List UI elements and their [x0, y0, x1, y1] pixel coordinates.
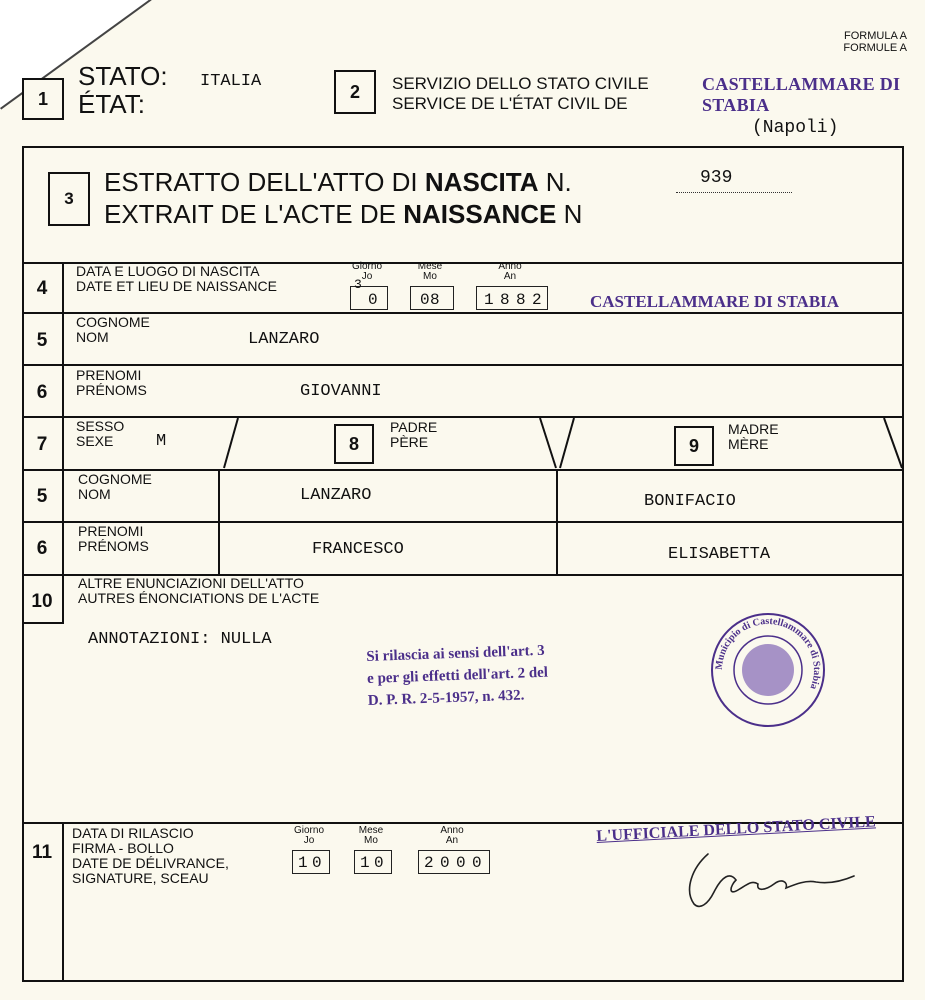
birth-year-digit: 1 [484, 291, 494, 309]
given-name-label [76, 368, 147, 398]
parents-column-line [218, 469, 220, 574]
sex-row-slants [0, 416, 925, 470]
birth-day-digit: 3 [354, 277, 362, 292]
month-header-it: Mese [417, 261, 443, 272]
release-label [72, 826, 229, 886]
mother-given-value: ELISABETTA [668, 545, 771, 564]
title-line-it [104, 166, 582, 198]
release-month-digit: 0 [374, 854, 384, 872]
document-title [104, 166, 582, 230]
title-it-text: ESTRATTO DELL'ATTO DI [104, 167, 418, 197]
release-day-digit: 0 [312, 854, 322, 872]
surname-label-fr: NOM [76, 329, 109, 345]
box-number-1: 1 [22, 78, 64, 120]
municipal-seal-icon [706, 608, 830, 732]
birth-label-fr: DATE ET LIEU DE NAISSANCE [76, 278, 277, 294]
day-header-it: Giorno [351, 261, 382, 272]
state-label [78, 62, 168, 118]
given-name-label-fr: PRÉNOMS [76, 382, 147, 398]
other-statements-label [78, 576, 319, 606]
seal-text: Municipio di Castellammare di Stabia [713, 615, 823, 691]
release-label-1: DATA DI RILASCIO [72, 825, 194, 841]
box-number-8: 8 [334, 424, 374, 464]
release-day-header-it: Giorno [293, 825, 324, 836]
title-fr-bold: NAISSANCE [403, 199, 557, 229]
release-month-digit: 1 [360, 854, 370, 872]
box-number-3: 3 [48, 172, 90, 226]
parents-surname-label-it: COGNOME [78, 471, 152, 487]
legal-notice-line-1: Si rilascia ai sensi dell'art. 3 [366, 642, 545, 665]
other-statements-label-fr: AUTRES ÉNONCIATIONS DE L'ACTE [78, 590, 320, 606]
release-year-digit: 0 [456, 854, 466, 872]
release-label-3: DATE DE DÉLIVRANCE, [72, 855, 229, 871]
row-number-4: 4 [36, 278, 48, 299]
other-statements-label-it: ALTRE ENUNCIAZIONI DELL'ATTO [78, 575, 304, 591]
parents-surname-label-fr: NOM [78, 486, 111, 502]
birth-year-header [490, 262, 530, 282]
birth-month-header [412, 262, 448, 282]
sex-label-it: SESSO [76, 418, 125, 434]
sex-label-fr: SEXE [76, 433, 114, 449]
parents-given-label [78, 524, 149, 554]
row-number-7: 7 [36, 434, 48, 455]
row-number-5-parents: 5 [36, 486, 48, 507]
grid-line [22, 312, 904, 314]
act-number: 939 [700, 168, 733, 188]
civil-officer-stamp: L'UFFICIALE DELLO STATO CIVILE [596, 813, 877, 845]
birth-place-stamp: CASTELLAMMARE DI STABIA [590, 292, 840, 311]
mother-surname-value: BONIFACIO [644, 492, 736, 511]
month-header-fr: Mo [423, 271, 437, 282]
service-label-fr: SERVICE DE L'ÉTAT CIVIL DE [392, 94, 628, 113]
release-year-digit: 2 [424, 854, 434, 872]
parents-column-line [556, 469, 558, 574]
release-label-2: FIRMA - BOLLO [72, 840, 174, 856]
birth-month-digit: 0 [420, 291, 430, 309]
release-month-header [352, 826, 390, 846]
release-year-digit: 0 [440, 854, 450, 872]
birth-year-digit: 8 [516, 291, 526, 309]
state-value: ITALIA [200, 72, 262, 91]
birth-label-it: DATA E LUOGO DI NASCITA [76, 263, 260, 279]
title-fr-number-label: N [563, 199, 583, 229]
birth-label [76, 264, 277, 294]
municipality-stamp: CASTELLAMMARE DI STABIA [702, 74, 901, 115]
release-day-header-fr: Jo [303, 835, 315, 846]
row-number-11: 11 [31, 842, 53, 863]
parents-surname-label [78, 472, 152, 502]
release-year-header-it: Anno [440, 825, 464, 836]
parents-given-label-it: PRENOMI [78, 523, 144, 539]
grid-line [22, 521, 904, 523]
row-number-10: 10 [31, 591, 53, 612]
row-number-6: 6 [36, 382, 48, 403]
birth-year-digit: 2 [532, 291, 542, 309]
father-label-fr: PÈRE [390, 434, 429, 450]
father-given-value: FRANCESCO [312, 540, 404, 559]
province-value: (Napoli) [752, 118, 839, 138]
father-label [390, 420, 437, 450]
officer-signature-icon [678, 846, 878, 916]
box-number-2: 2 [334, 70, 376, 114]
title-it-bold: NASCITA [424, 167, 539, 197]
birth-year-digit: 8 [500, 291, 510, 309]
row-number-5: 5 [36, 330, 48, 351]
legal-notice-line-2: e per gli effetti dell'art. 2 del [366, 664, 549, 687]
annotations-value: ANNOTAZIONI: NULLA [88, 630, 272, 649]
birth-month-digit: 8 [430, 291, 440, 309]
day-header-fr: Jo [361, 271, 373, 282]
number-box-bottom [22, 622, 64, 624]
service-label [392, 74, 649, 114]
mother-label-it: MADRE [728, 421, 779, 437]
title-fr-text: EXTRAIT DE L'ACTE DE [104, 199, 396, 229]
surname-label [76, 315, 150, 345]
state-label-fr: ÉTAT: [78, 89, 145, 119]
state-label-it: STATO: [78, 61, 168, 91]
formula-label [843, 30, 907, 54]
legal-notice-line-3: D. P. R. 2-5-1957, n. 432. [367, 687, 525, 709]
release-label-4: SIGNATURE, SCEAU [72, 870, 209, 886]
release-day-digit: 1 [298, 854, 308, 872]
parents-given-label-fr: PRÉNOMS [78, 538, 149, 554]
father-label-it: PADRE [390, 419, 438, 435]
mother-label [728, 422, 779, 452]
year-header-it: Anno [498, 261, 522, 272]
title-it-number-label: N. [545, 167, 572, 197]
sex-value: M [156, 432, 167, 451]
surname-value: LANZARO [248, 330, 320, 349]
mother-label-fr: MÈRE [728, 436, 769, 452]
release-day-header [290, 826, 328, 846]
release-month-header-fr: Mo [364, 835, 378, 846]
act-number-dotted-line [676, 192, 792, 193]
birth-day-digit: 0 [368, 291, 378, 309]
year-header-fr: An [503, 271, 517, 282]
formula-fr: FORMULE A [843, 42, 907, 54]
row-number-6-parents: 6 [36, 538, 48, 559]
given-name-label-it: PRENOMI [76, 367, 142, 383]
father-surname-value: LANZARO [300, 486, 372, 505]
release-year-header-fr: An [445, 835, 459, 846]
release-month-header-it: Mese [358, 825, 384, 836]
box-number-9: 9 [674, 426, 714, 466]
grid-line [22, 364, 904, 366]
surname-label-it: COGNOME [76, 314, 150, 330]
release-year-digit: 0 [472, 854, 482, 872]
service-label-it: SERVIZIO DELLO STATO CIVILE [392, 74, 649, 93]
formula-it: FORMULA A [844, 30, 907, 42]
given-name-value: GIOVANNI [300, 382, 382, 401]
number-column-line [62, 822, 64, 982]
legal-notice-stamp [366, 640, 549, 712]
release-year-header [432, 826, 472, 846]
title-line-fr [104, 198, 582, 230]
